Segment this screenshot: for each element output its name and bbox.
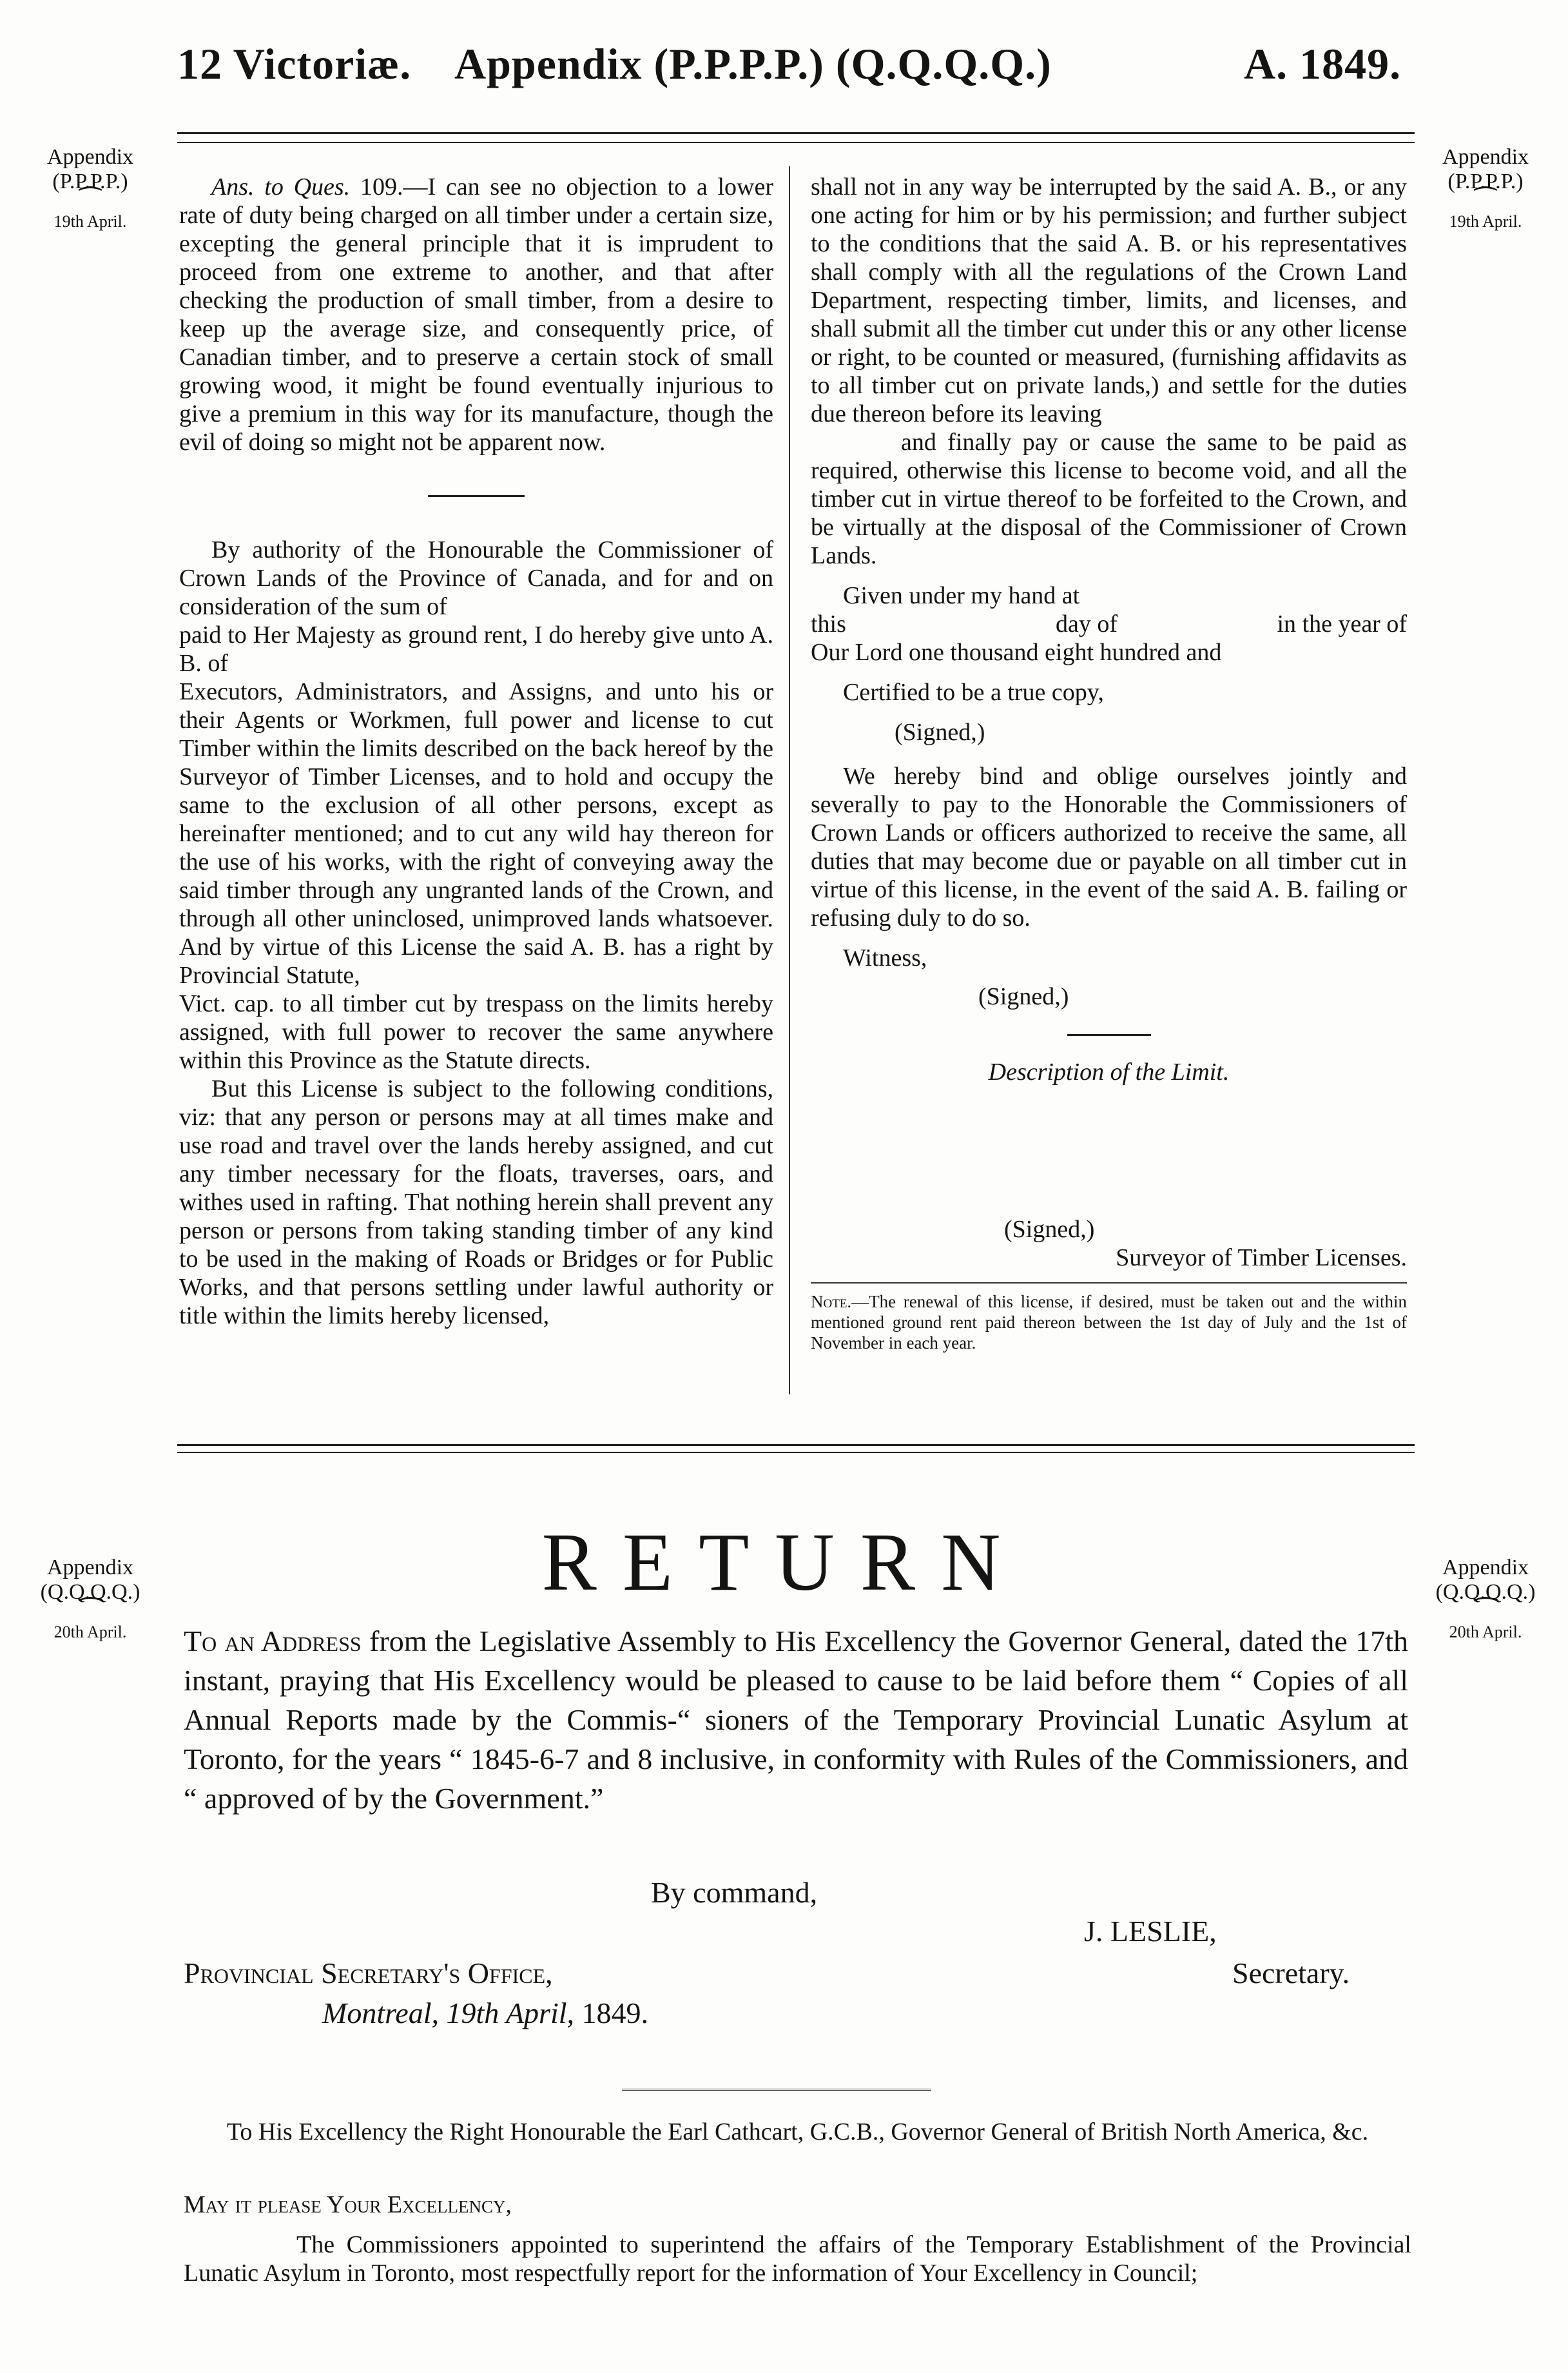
- place-date: Montreal, 19th April, 1849.: [322, 1997, 649, 2029]
- margin-label: Appendix: [1442, 145, 1529, 169]
- by-command: By command,: [651, 1876, 818, 1909]
- conditions-final: and finally pay or cause the same to be paid as required, otherwise this license to become void, and all the timber cut in virtue thereof to be forfeited to the Crown, and be virtually at the disposal of the Commissioner of Crown Lands.: [811, 429, 1407, 569]
- description-heading: Description of the Limit.: [988, 1059, 1230, 1086]
- header-rule: [177, 132, 1415, 134]
- secretary-title: Secretary.: [1232, 1957, 1350, 1989]
- return-title: RETURN: [541, 1516, 1027, 1608]
- margin-flourish: ⁀: [1475, 1597, 1496, 1626]
- margin-date: 19th April.: [1449, 212, 1522, 231]
- margin-label: Appendix: [1442, 1556, 1529, 1579]
- wavy-divider: [622, 2089, 931, 2091]
- surveyor-title: Surveyor of Timber Licenses.: [1116, 1244, 1407, 1271]
- margin-note-top-right: [1418, 145, 1553, 234]
- signed-line-1: (Signed,): [895, 719, 985, 746]
- section-rule-thin: [177, 1452, 1415, 1453]
- header-left: 12 Victoriæ.: [177, 39, 412, 88]
- signed-line-2: (Signed,): [978, 983, 1069, 1010]
- answer-lead: Ans. to Ques.: [211, 173, 351, 200]
- given-line-2: this day of in the year of: [811, 610, 1407, 638]
- description-blank-area: [811, 1086, 1407, 1215]
- margin-note-top-left: [23, 145, 158, 234]
- margin-flourish: ⁀: [1475, 187, 1496, 216]
- signed-line-3: (Signed,): [1004, 1216, 1095, 1243]
- margin-flourish: ⁀: [79, 187, 101, 216]
- conditions-continued: shall not in any way be interrupted by the said A. B., or any one acting for him or by his permission; and further subject to the conditions that the said A. B. or his representatives shall comply with all the regulations of the Crown Land Department, respecting timber, limits, and licenses, and shall submit all the timber cut under this or any other license or right, to be counted or measured, (furnishing affidavits as to all timber cut on private lands,) and settle for the duties due thereon before its leaving: [811, 173, 1407, 427]
- column-divider: [789, 166, 790, 1394]
- signer-name: J. LESLIE,: [1084, 1915, 1217, 1948]
- margin-code: (Q.Q.Q.Q.): [1435, 1580, 1536, 1604]
- license-grant: paid to Her Majesty as ground rent, I do hereby give unto A. B. of: [179, 621, 773, 677]
- note-text: —The renewal of this license, if desired, must be taken out and the within mentioned ground rent paid thereon between the 1st day of July and the 1st of November in each year.: [811, 1292, 1407, 1353]
- margin-date: 20th April.: [53, 1623, 127, 1641]
- bond-paragraph: We hereby bind and oblige ourselves jointly and severally to pay to the Honorable the Commissioners of Crown Lands or officers authorized to receive the same, all duties that may become due or payable on all timber cut in virtue of this license, in the event of the said A. B. failing or refusing duly to do so.: [811, 763, 1407, 932]
- license-conditions: But this License is subject to the following conditions, viz: that any person or persons may at all times make and use road and travel over the lands hereby assigned, and cut any timber necessary for the floats, traverses, oars, and withes used in rafting. That nothing herein shall prevent any person or persons from taking standing timber of any kind to be used in the making of Roads or Bridges or for Public Works, and that persons settling under lawful authority or title within the limits hereby licensed,: [179, 1075, 773, 1329]
- margin-date: 20th April.: [1449, 1623, 1522, 1641]
- salutation: May it please Your Excellency,: [184, 2191, 512, 2218]
- license-statute: Vict. cap. to all timber cut by trespass on the limits hereby assigned, with full power to recover the same anywhere within this Province as the Statute directs.: [179, 990, 773, 1074]
- right-column: [811, 173, 1407, 1353]
- license-intro: By authority of the Honourable the Commissioner of Crown Lands of the Province of Canada, and for and on consideration of the sum of: [179, 536, 773, 620]
- header-right: A. 1849.: [1244, 39, 1402, 88]
- report-opening: The Commissioners appointed to superintend the affairs of the Temporary Establishment of the Provincial Lunatic Asylum in Toronto, most respectfully report for the information of Your Excellency in Council;: [184, 2231, 1411, 2287]
- license-body: Executors, Administrators, and Assigns, and unto his or their Agents or Workmen, full power and license to cut Timber within the limits described on the back hereof by the Surveyor of Timber Licenses, and to hold and occupy the same to the exclusion of all other persons, except as hereinafter mentioned; and to cut any wild hay thereon for the use of his works, with the right of conveying away the said timber through any ungranted lands of the Crown, and through all other uninclosed, unimproved lands whatsoever. And by virtue of this License the said A. B. has a right by Provincial Statute,: [179, 678, 773, 989]
- given-line-1: Given under my hand at: [843, 582, 1080, 609]
- address-paragraph: [184, 1621, 1408, 1818]
- margin-label: Appendix: [46, 145, 134, 169]
- margin-label: Appendix: [46, 1556, 134, 1579]
- witness-line: Witness,: [843, 944, 927, 972]
- answer-paragraph: [179, 173, 773, 456]
- address-lead: To an Address: [184, 1625, 362, 1657]
- margin-date: 19th April.: [53, 212, 127, 231]
- left-column: [179, 173, 773, 1330]
- excellency-address: To His Excellency the Right Honourable the Earl Cathcart, G.C.B., Governor General of British North America, &c.: [226, 2118, 1369, 2145]
- section-rule: [177, 1444, 1415, 1446]
- address-text: from the Legislative Assembly to His Excellency the Governor General, dated the 17th instant, praying that His Excellency would be pleased to cause to be laid before them “ Copies of all Annual Reports made by the Commis-“ sioners of the Temporary Provincial Lunatic Asylum at Toronto, for the years “ 1845-6-7 and 8 inclusive, in conformity with Rules of the Commissioners, and “ approved of by the Government.”: [184, 1625, 1409, 1815]
- header-rule-thin: [177, 142, 1415, 143]
- short-divider: [1067, 1034, 1151, 1036]
- header-center: Appendix (P.P.P.P.) (Q.Q.Q.Q.): [454, 39, 1052, 88]
- given-line-3: Our Lord one thousand eight hundred and: [811, 639, 1222, 666]
- renewal-note: [811, 1282, 1407, 1353]
- note-lead: Note.: [811, 1292, 852, 1311]
- margin-code: (P.P.P.P.): [1447, 170, 1524, 193]
- answer-text: 109.—I can see no objection to a lower rate of duty being charged on all timber under a certain size, excepting the general principle that it is imprudent to proceed from one extreme to another, and that after checking the production of small timber, from a desire to keep up the average size, and consequently price, of Canadian timber, and to preserve a certain stock of small growing wood, it might be found eventually injurious to give a premium in this way for its manufacture, though the evil of doing so might not be apparent now.: [179, 173, 773, 456]
- margin-flourish: ⁀: [79, 1597, 101, 1626]
- margin-code: (Q.Q.Q.Q.): [40, 1580, 140, 1604]
- section-divider: [428, 495, 525, 497]
- office-name: Provincial Secretary's Office,: [184, 1957, 553, 1989]
- certified-line: Certified to be a true copy,: [843, 679, 1104, 706]
- margin-code: (P.P.P.P.): [52, 170, 128, 193]
